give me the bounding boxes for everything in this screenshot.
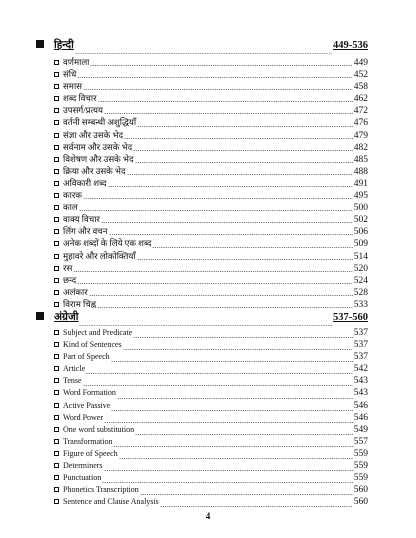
checkbox-square-icon [54,108,59,113]
dot-leader [124,138,353,139]
dot-leader [108,186,353,187]
section-page-range: 449-536 [333,40,368,51]
toc-entry-label: समास [63,81,82,92]
checkbox-square-icon [54,487,59,492]
toc-entry-label: विराम चिह्न [63,298,97,309]
checkbox-square-icon [54,217,59,222]
checkbox-square-icon [54,499,59,504]
dot-leader [86,373,353,374]
dot-leader [104,113,353,114]
toc-entry[interactable] [36,286,368,298]
toc-entry-label: Phonetics Transcription [63,485,139,495]
checkbox-square-icon [54,145,59,150]
toc-entry-page: 537 [353,327,368,338]
checkbox-square-icon [54,133,59,138]
toc-entry[interactable] [36,213,368,225]
dot-leader [137,126,353,127]
toc-entry[interactable] [36,225,368,237]
toc-entry-label: Transformation [63,436,113,446]
toc-entry-page: 546 [353,412,368,423]
toc-entry-label: रस [63,262,73,273]
toc-entry-label: Subject and Predicate [63,327,133,337]
toc-entry-page: 549 [353,424,368,435]
toc-entry[interactable] [36,274,368,286]
checkbox-square-icon [54,181,59,186]
toc-entry-label: Part of Speech [63,352,110,362]
toc-entry[interactable] [36,401,368,413]
checkbox-square-icon [54,120,59,125]
toc-entry-label: छन्द [63,274,77,285]
dot-leader [135,162,353,163]
toc-entry-label: अविकारी शब्द [63,177,107,188]
dot-leader [123,349,353,350]
toc-entry-page: 500 [353,203,368,214]
toc-entry-page: 543 [353,376,368,387]
section-page-range: 537-560 [333,311,368,323]
checkbox-square-icon [54,157,59,162]
checkbox-square-icon [54,378,59,383]
toc-entry-page: 458 [353,82,368,93]
toc-entry-page: 557 [353,436,368,447]
hindi-topic-list [36,56,368,310]
toc-entry-label: Figure of Speech [63,448,118,458]
toc-entry-label: सर्वनाम और उसके भेद [63,141,133,152]
dot-leader [104,470,353,471]
dot-leader [83,89,353,90]
toc-entry-label: One word substitution [63,424,135,434]
dot-leader [83,385,353,386]
toc-entry-label: अनेक शब्दों के लिये एक शब्द [63,238,152,249]
dot-leader [140,494,353,495]
toc-entry[interactable] [36,340,368,352]
toc-entry-page: 452 [353,70,368,81]
toc-entry-label: Active Passive [63,400,111,410]
checkbox-square-icon [54,439,59,444]
toc-entry[interactable] [36,92,368,104]
checkbox-square-icon [54,342,59,347]
checkbox-square-icon [54,96,59,101]
toc-entry[interactable] [36,461,368,473]
toc-entry-label: Sentence and Clause Analysis [63,497,159,507]
toc-entry-page: 488 [353,166,368,177]
toc-entry[interactable] [36,437,368,449]
dot-leader [104,422,353,423]
dot-leader [79,325,332,326]
toc-entry-page: 524 [353,275,368,286]
toc-entry-label: काल [63,202,78,213]
toc-entry-label: संधि [63,69,77,80]
dot-leader [98,101,353,102]
checkbox-square-icon [54,366,59,371]
toc-entry[interactable] [36,413,368,425]
toc-entry-page: 543 [353,388,368,399]
checkbox-square-icon [54,415,59,420]
toc-entry-page: 520 [353,263,368,274]
section-heading-english[interactable] [36,310,368,328]
toc-entry-label: क्रिया और उसके भेद [63,165,126,176]
square-bullet-icon [36,40,44,48]
toc-entry-label: Kind of Sentences [63,340,122,350]
dot-leader [89,295,353,296]
toc-entry[interactable] [36,189,368,201]
dot-leader [90,65,352,66]
toc-entry[interactable] [36,425,368,437]
checkbox-square-icon [54,475,59,480]
checkbox-square-icon [54,84,59,89]
dot-leader [102,482,353,483]
toc-entry-label: Word Power [63,412,104,422]
section-title: हिन्दी [54,40,74,51]
toc-entry-page: 476 [353,118,368,129]
toc-entry-page: 537 [353,352,368,363]
section-title: अंग्रेजी [54,311,79,323]
toc-entry-label: विशेषण और उसके भेद [63,153,134,164]
dot-leader [111,361,353,362]
toc-entry[interactable] [36,449,368,461]
toc-entry[interactable] [36,201,368,213]
toc-entry-page: 485 [353,154,368,165]
toc-entry-page: 509 [353,239,368,250]
dot-leader [109,234,353,235]
dot-leader [133,337,352,338]
toc-entry[interactable] [36,56,368,68]
toc-entry-page: 528 [353,287,368,298]
checkbox-square-icon [54,427,59,432]
toc-entry-page: 495 [353,191,368,202]
toc-entry[interactable] [36,153,368,165]
toc-entry-page: 559 [353,473,368,484]
toc-entry[interactable] [36,364,368,376]
dot-leader [75,53,332,54]
dot-leader [79,210,353,211]
toc-entry-page: 559 [353,461,368,471]
dot-leader [101,222,353,223]
checkbox-square-icon [54,290,59,295]
toc-entry-label: Determiners [63,461,103,470]
toc-entry-label: Article [63,364,86,374]
checkbox-square-icon [54,302,59,307]
toc-entry[interactable] [36,298,368,310]
toc-entry[interactable] [36,352,368,364]
checkbox-square-icon [54,451,59,456]
toc-entry-label: वर्तनी सम्बन्धी अशुद्धियाँ [63,117,137,128]
toc-entry[interactable] [36,80,368,92]
toc-entry[interactable] [36,485,368,497]
page-number: 4 [205,511,211,521]
dot-leader [133,150,353,151]
checkbox-square-icon [54,390,59,395]
toc-entry-page: 546 [353,400,368,411]
dot-leader [135,434,353,435]
dot-leader [119,458,353,459]
toc-entry-page: 482 [353,142,368,153]
toc-entry[interactable] [36,177,368,189]
dot-leader [77,283,353,284]
dot-leader [137,259,353,260]
dot-leader [83,198,353,199]
checkbox-square-icon [54,278,59,283]
toc-entry-label: संज्ञा और उसके भेद [63,129,124,140]
toc-entry-page: 491 [353,178,368,189]
toc-entry[interactable] [36,388,368,400]
checkbox-square-icon [54,169,59,174]
table-of-contents [36,38,368,509]
english-topic-list [36,328,368,509]
toc-entry-page: 472 [353,106,368,117]
dot-leader [113,446,352,447]
checkbox-square-icon [54,266,59,271]
toc-entry[interactable] [36,262,368,274]
toc-entry[interactable] [36,129,368,141]
checkbox-square-icon [54,241,59,246]
toc-entry[interactable] [36,250,368,262]
toc-entry-label: लिंग और वचन [63,226,108,237]
dot-leader [152,247,352,248]
toc-entry-page: 502 [353,215,368,226]
toc-entry-page: 560 [353,497,368,508]
toc-entry-page: 542 [353,364,368,375]
checkbox-square-icon [54,254,59,259]
toc-entry[interactable] [36,68,368,80]
toc-entry-label: कारक [63,190,82,201]
toc-entry-page: 560 [353,485,368,496]
checkbox-square-icon [54,60,59,65]
toc-entry[interactable] [36,116,368,128]
toc-entry[interactable] [36,104,368,116]
dot-leader [77,77,352,78]
section-heading-hindi[interactable] [36,38,368,56]
toc-entry[interactable] [36,165,368,177]
toc-entry-page: 506 [353,227,368,238]
toc-entry-page: 559 [353,448,368,459]
toc-entry[interactable] [36,237,368,249]
toc-entry-page: 462 [353,94,368,105]
dot-leader [73,271,352,272]
checkbox-square-icon [54,205,59,210]
dot-leader [111,410,352,411]
checkbox-square-icon [54,193,59,198]
checkbox-square-icon [54,463,59,468]
checkbox-square-icon [54,403,59,408]
toc-entry[interactable] [36,376,368,388]
toc-entry-page: 449 [353,58,368,68]
toc-entry-label: मुहावरे और लोकोक्तियाँ [63,250,136,261]
toc-entry-label: उपसर्ग/प्रत्यय [63,105,103,116]
toc-entry-label: वाक्य विचार [63,214,100,225]
toc-entry-label: शब्द विचार [63,93,97,104]
checkbox-square-icon [54,330,59,335]
toc-entry-label: Word Formation [63,388,116,398]
toc-entry-label: Punctuation [63,473,102,483]
dot-leader [160,506,353,507]
toc-entry[interactable] [36,497,368,509]
toc-entry-page: 533 [353,299,368,310]
toc-entry-page: 514 [353,251,368,262]
dot-leader [117,398,353,399]
toc-entry-label: वर्णमाला [63,57,90,67]
toc-entry-page: 479 [353,130,368,141]
toc-entry-label: Tense [63,376,82,386]
dot-leader [127,174,353,175]
checkbox-square-icon [54,72,59,77]
toc-entry[interactable] [36,328,368,340]
toc-entry-label: अलंकार [63,286,88,297]
dot-leader [97,307,353,308]
checkbox-square-icon [54,229,59,234]
toc-entry-page: 537 [353,340,368,351]
square-bullet-icon [36,312,44,320]
toc-entry[interactable] [36,473,368,485]
checkbox-square-icon [54,354,59,359]
toc-entry[interactable] [36,141,368,153]
